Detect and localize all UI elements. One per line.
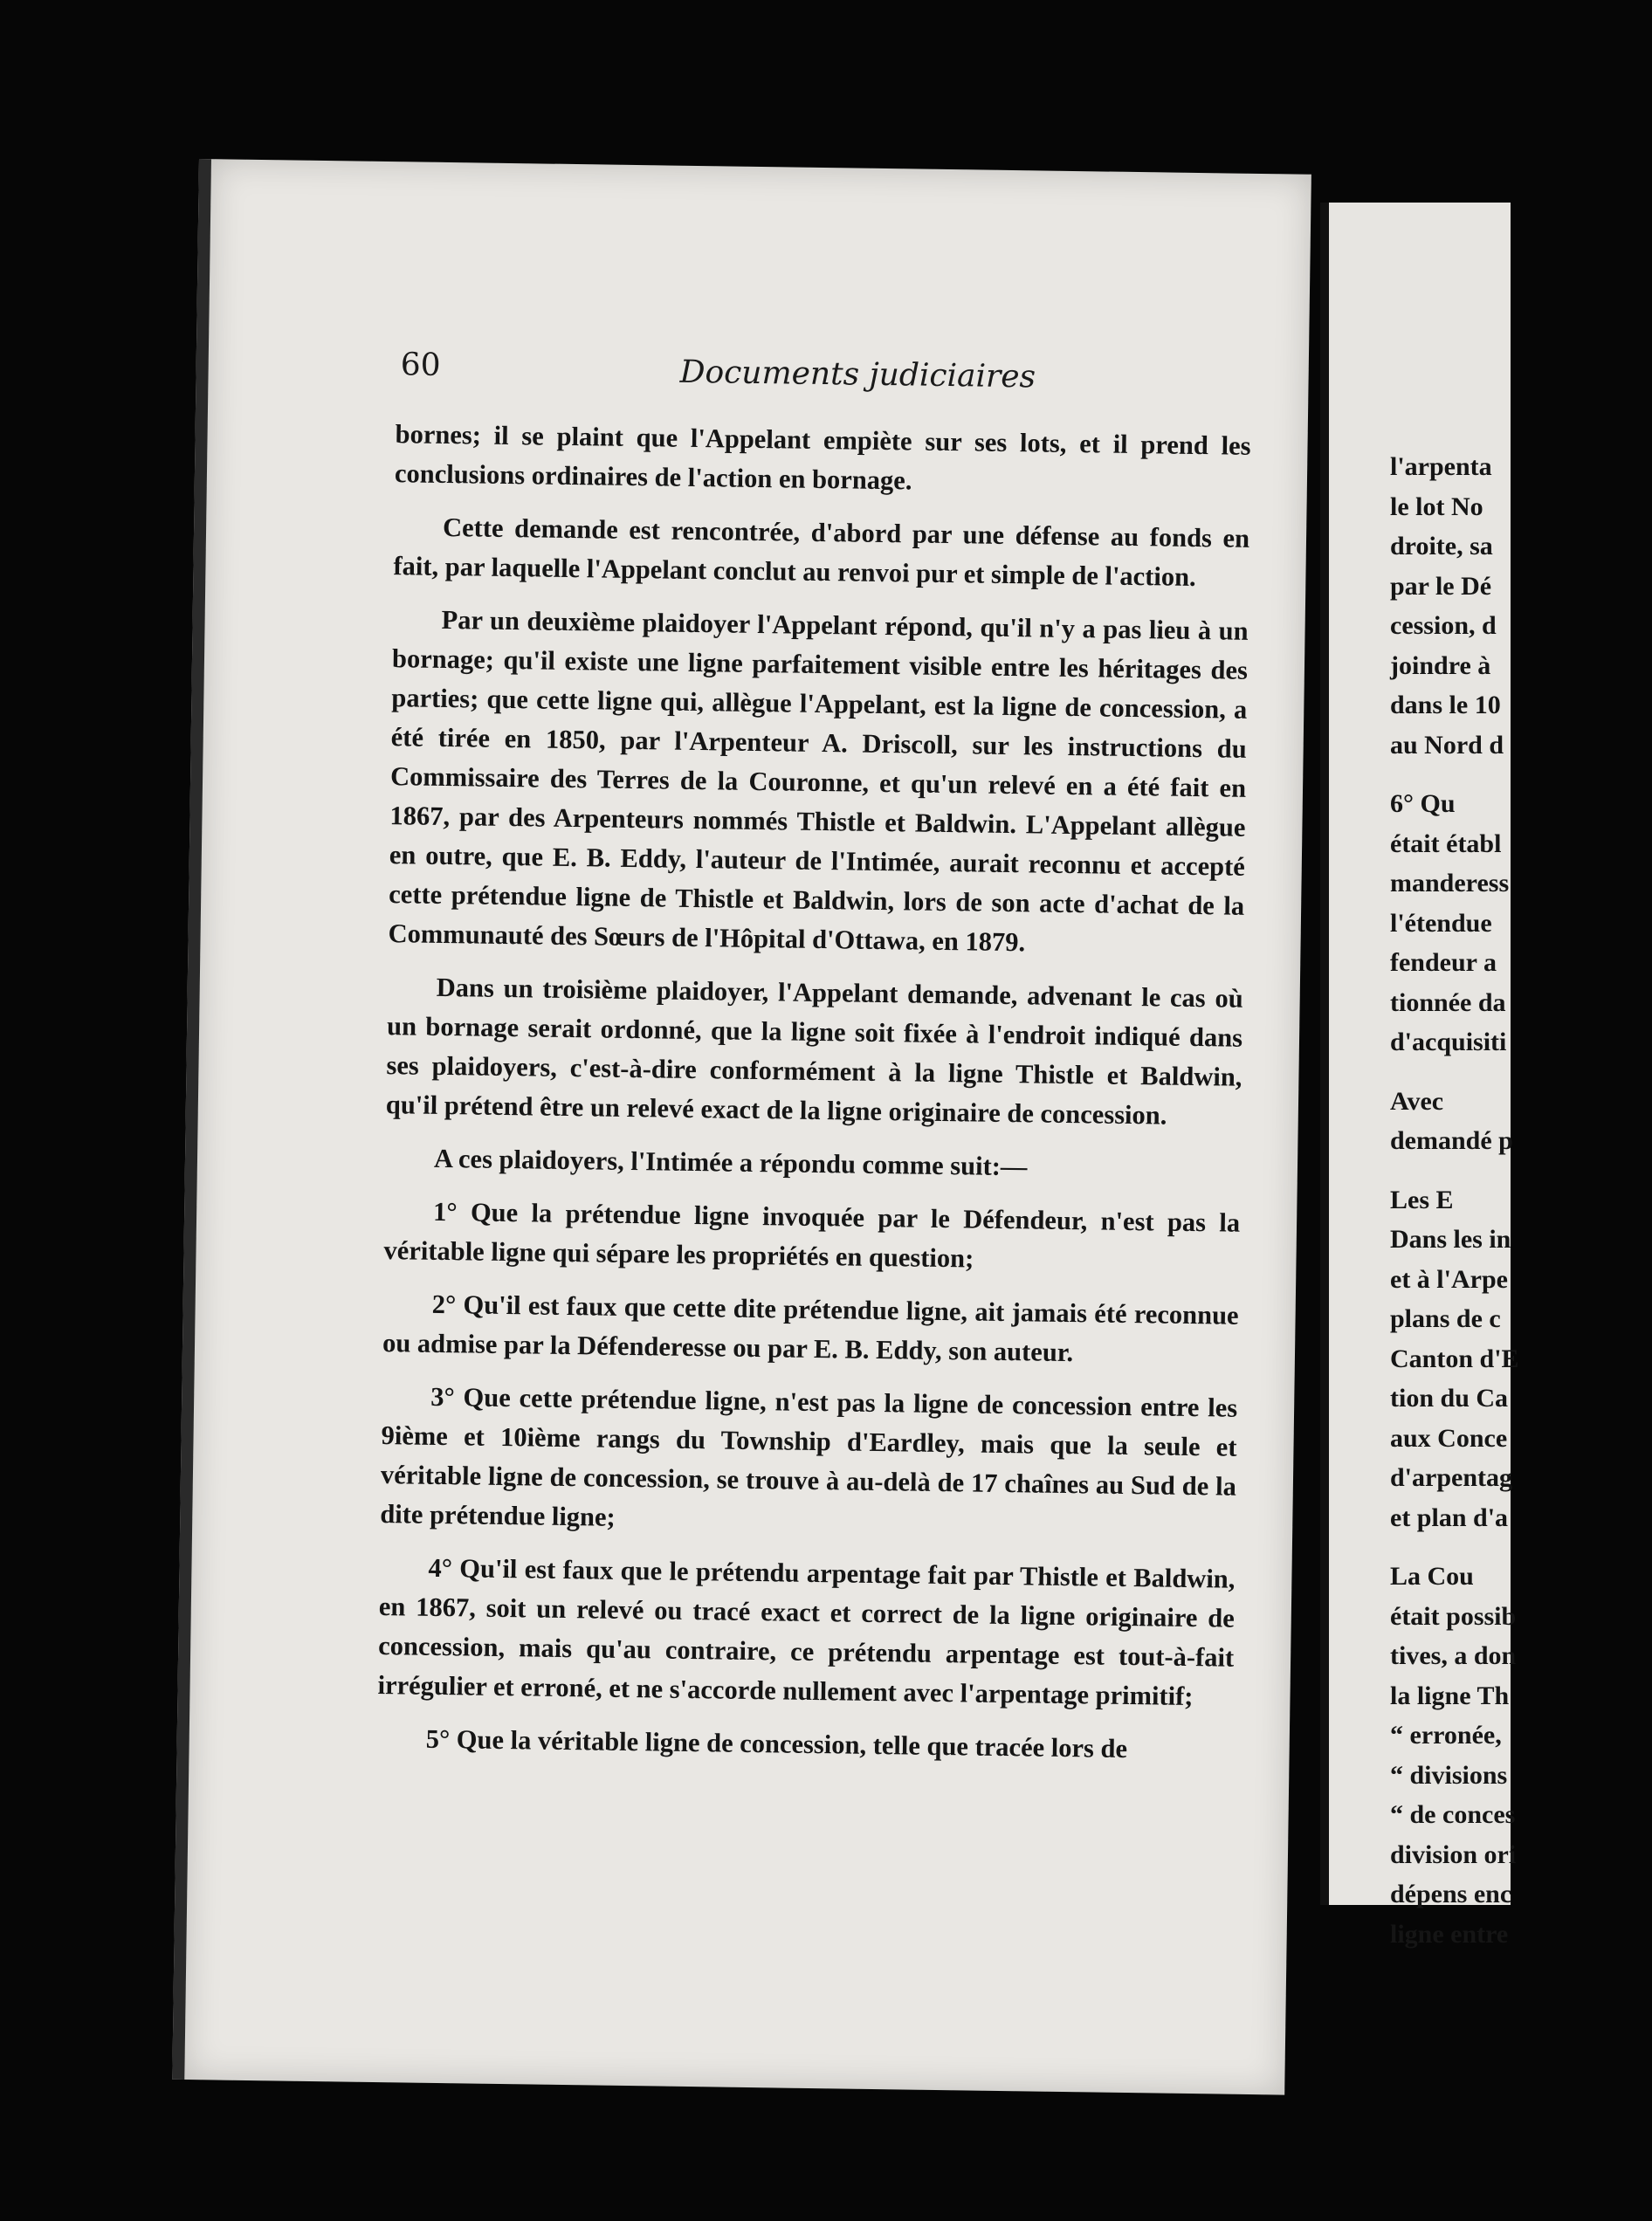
right-page-line: demandé p (1390, 1126, 1513, 1155)
right-page-line: Les E (1390, 1185, 1454, 1214)
right-page-line: plans de c (1390, 1304, 1501, 1333)
body-text (376, 415, 1251, 1784)
right-page-line: tionnée da (1390, 987, 1506, 1017)
right-page-line: ligne entre (1390, 1919, 1509, 1949)
paragraph: 1° Que la prétendue ligne invoquée par le Défendeur, n'est pas la véritable ligne qui sépare les propriétés en question; (383, 1196, 1241, 1274)
right-page-text (1390, 447, 1652, 1954)
paragraph: Dans un troisième plaidoyer, l'Appelant demande, advenant le cas où un bornage serait ordonné, que la ligne soit fixée à l'endroit indiqué dans ses plaidoyers, c'est-à-dire conformément à la ligne Thistle et Baldwin, qu'il prétend être un relevé exact de la ligne originaire de concession. (385, 972, 1243, 1131)
paragraph: 5° Que la véritable ligne de concession, telle que tracée lors de (425, 1723, 1128, 1764)
paragraph: Cette demande est rencontrée, d'abord par une défense au fonds en fait, par laquelle l'Appelant conclut au renvoi pur et simple de l'action. (393, 512, 1250, 592)
right-page-line: était possib (1390, 1601, 1517, 1631)
left-page (172, 159, 1311, 2095)
right-page-line (1390, 1161, 1652, 1180)
right-page-line: tion du Ca (1390, 1384, 1509, 1413)
right-page-line: joindre à (1390, 650, 1491, 680)
right-page-line: l'arpenta (1390, 452, 1492, 481)
page-number: 60 (400, 347, 441, 383)
right-page-line (1390, 765, 1652, 784)
paragraph: bornes; il se plaint que l'Appelant empiète sur ses lots, et il prend les conclusions ordinaires de l'action en bornage. (394, 419, 1251, 496)
paragraph: A ces plaidoyers, l'Intimée a répondu comme suit:— (433, 1143, 1028, 1182)
right-page-line: manderess (1390, 869, 1510, 897)
right-page-line (1390, 1537, 1652, 1557)
paragraph: 4° Qu'il est faux que le prétendu arpentage fait par Thistle et Baldwin, en 1867, soit un relevé ou tracé exact et correct de la ligne originaire de concession, mais qu'au contraire, ce prétendu arpentage est tout-à-fait irrégulier et erroné, et ne s'accorde nullement avec l'arpentage primitif; (377, 1552, 1236, 1712)
right-page-line: Dans les in (1390, 1225, 1511, 1254)
right-page-line: était établ (1390, 829, 1502, 858)
right-page-line: cession, d (1390, 611, 1497, 640)
paragraph: 2° Qu'il est faux que cette dite prétendue ligne, ait jamais été reconnue ou admise par la Défenderesse ou par E. B. Eddy, son auteur. (382, 1289, 1239, 1368)
paragraph: Par un deuxième plaidoyer l'Appelant répond, qu'il n'y a pas lieu à un bornage; qu'il existe une ligne parfaitement visible entre les héritages des parties; que cette ligne qui, allègue l'Appelant, est la ligne de concession, a été tirée en 1850, par l'Arpenteur A. Driscoll, sur les instructions du Commissaire des Terres de la Couronne, et qu'un relevé en a été fait en 1867, par des Arpenteurs nommés Thistle et Baldwin. L'Appelant allègue en outre, que E. B. Eddy, l'auteur de l'Intimée, aurait reconnu et accepté cette prétendue ligne de Thistle et Baldwin, lors de son acte d'achat de la Communauté des Sœurs de l'Hôpital d'Ottawa, en 1879. (388, 604, 1249, 958)
right-page-line: le lot No (1390, 492, 1483, 521)
right-page-line: “ de conces (1390, 1800, 1516, 1829)
right-page-line: “ erronée, (1390, 1721, 1502, 1750)
right-page-line: au Nord d (1390, 730, 1504, 760)
right-page-line (1390, 1062, 1652, 1082)
page-header (400, 347, 1248, 411)
right-page-line: division ori (1390, 1839, 1517, 1869)
right-page-line: 6° Qu (1390, 789, 1456, 818)
right-page-line: droite, sa (1390, 532, 1493, 560)
right-page-line: l'étendue (1390, 908, 1492, 938)
right-page-line: aux Conce (1390, 1423, 1508, 1453)
right-page-line: tives, a don (1390, 1641, 1517, 1670)
right-page-line: d'acquisiti (1390, 1028, 1507, 1056)
right-page-line: d'arpentag (1390, 1463, 1513, 1492)
right-page-line: fendeur a (1390, 948, 1497, 977)
right-page-line: par le Dé (1390, 571, 1492, 601)
paragraph: 3° Que cette prétendue ligne, n'est pas la ligne de concession entre les 9ième et 10ième rangs du Township d'Eardley, mais que la seule et véritable ligne de concession, se trouve à au-delà de 17 chaînes au Sud de la dite prétendue ligne; (380, 1381, 1238, 1532)
running-title: Documents judiciaires (679, 354, 1036, 395)
right-page-line: Avec (1390, 1086, 1444, 1116)
right-page-line: Canton d'E (1390, 1344, 1519, 1373)
right-page (1320, 203, 1519, 1949)
right-page-line: et à l'Arpe (1390, 1264, 1508, 1294)
right-page-line: dans le 10 (1390, 691, 1501, 719)
right-page-line: “ divisions (1390, 1760, 1508, 1790)
right-page-line: dépens enc (1390, 1880, 1512, 1908)
right-page-line: la ligne Th (1390, 1681, 1510, 1710)
right-page-line: La Cou (1390, 1562, 1474, 1591)
right-page-line: et plan d'a (1390, 1502, 1509, 1532)
